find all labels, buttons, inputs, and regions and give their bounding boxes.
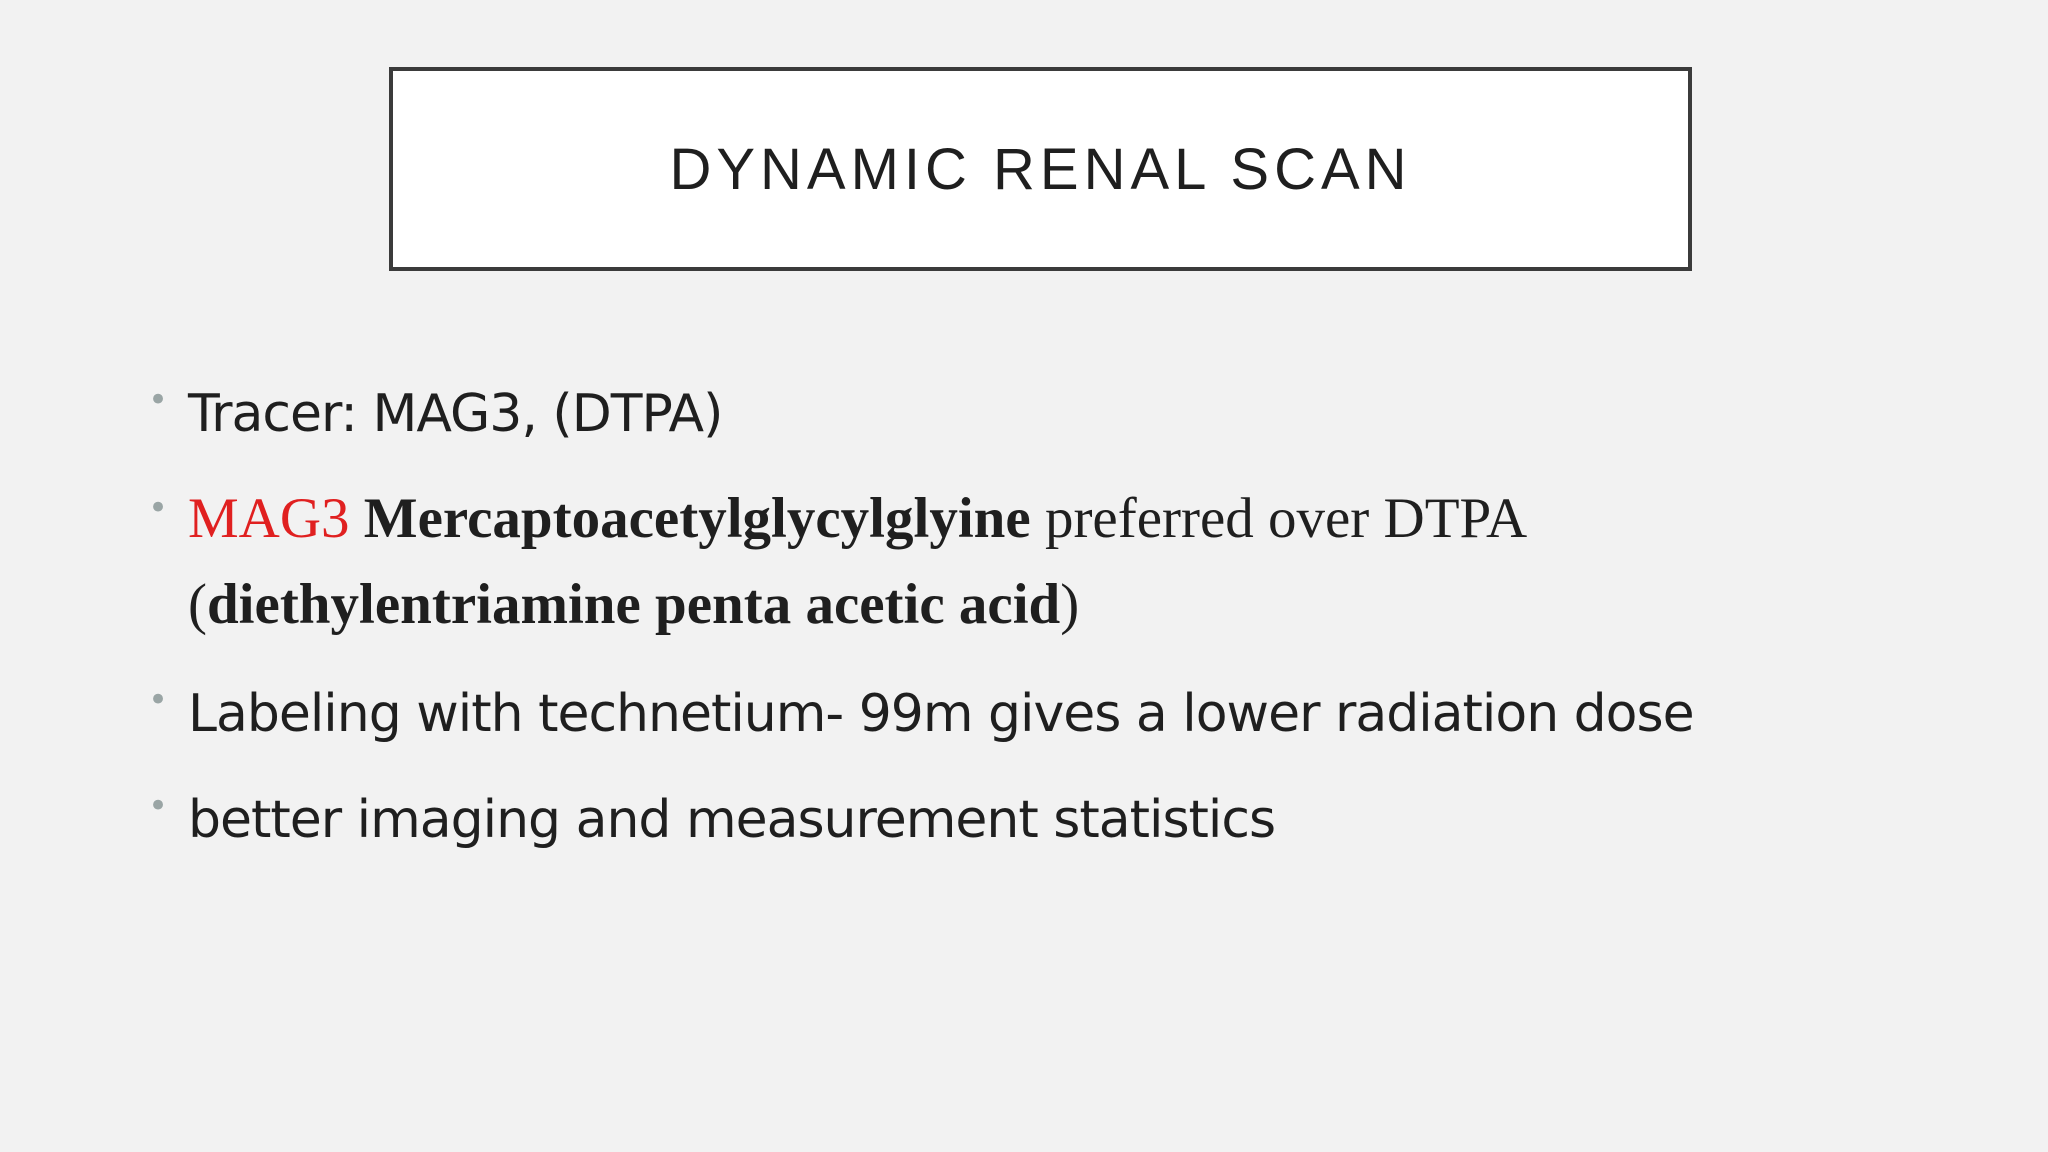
dtpa-full-name: diethylentriamine penta acetic acid [206, 573, 1061, 636]
mag3-highlight: MAG3 [188, 487, 350, 550]
bullet-dot-icon: • [148, 380, 169, 420]
mag3-full-name: Mercaptoacetylglycylglyine [363, 487, 1031, 550]
bullet-text: Tracer: MAG3, (DTPA) [188, 384, 723, 444]
bullet-item-imaging [148, 776, 1868, 864]
slide-title: DYNAMIC RENAL SCAN [669, 136, 1412, 202]
bullet-item-tracer [148, 370, 1868, 458]
text-close-paren: ) [1060, 573, 1080, 636]
text-preferred: preferred over DTPA ( [188, 487, 1525, 636]
bullet-text [188, 487, 1524, 636]
bullet-item-mag3 [148, 476, 1868, 648]
bullet-dot-icon: • [148, 680, 169, 720]
bullet-list [148, 370, 1868, 864]
bullet-dot-icon: • [148, 786, 169, 826]
bullet-text: better imaging and measurement statistics [188, 790, 1276, 850]
title-box [389, 67, 1692, 271]
bullet-text: Labeling with technetium- 99m gives a lower radiation dose [188, 684, 1694, 744]
bullet-item-labeling [148, 670, 1868, 758]
text-space [350, 487, 364, 550]
bullet-dot-icon: • [148, 488, 169, 528]
